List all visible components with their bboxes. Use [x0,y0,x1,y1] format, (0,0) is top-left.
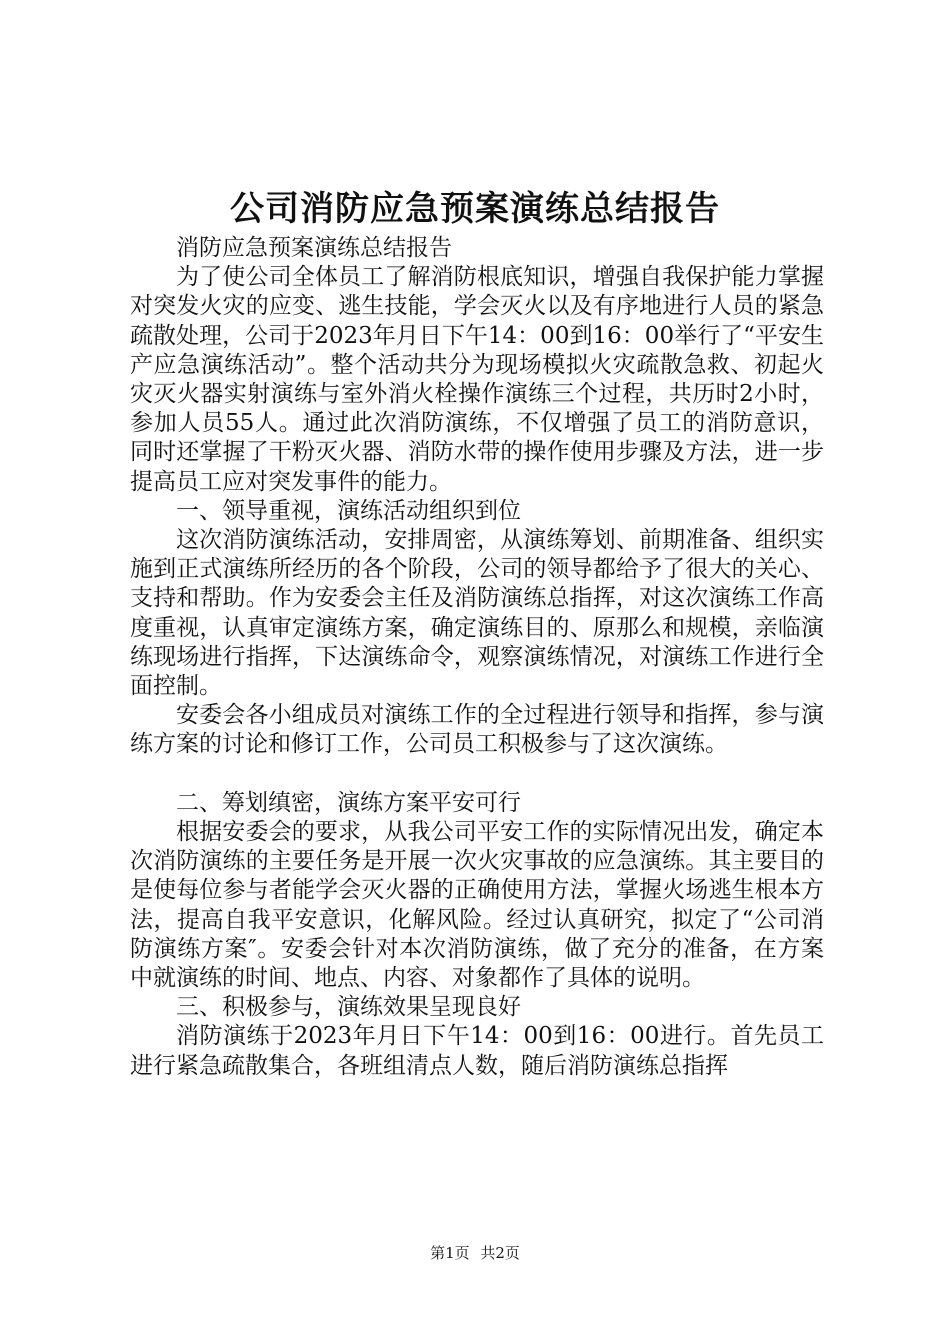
intro-paragraph: 为了使公司全体员工了解消防根底知识，增强自我保护能力掌握对突发火灾的应变、逃生技能，学会灭火以及有序地进行人员的紧急疏散处理，公司于2023年月日下午14：00到16：00举行了“平安生产应急演练活动”。整个活动共分为现场模拟火灾疏散急救、初起火灾灭火器实射演练与室外消火栓操作演练三个过程，共历时2小时，参加人员55人。通过此次消防演练，不仅增强了员工的消防意识，同时还掌握了干粉灭火器、消防水带的操作使用步骤及方法，进一步提高员工应对突发事件的能力。 [130,264,824,495]
section-heading-3: 三、积极参与，演练效果呈现良好 [176,994,521,1021]
section-1-paragraph-2: 安委会各小组成员对演练工作的全过程进行领导和指挥，参与演练方案的讨论和修订工作，公司员工积极参与了这次演练。 [130,702,824,758]
section-heading-2: 二、筹划缜密，演练方案平安可行 [176,789,521,816]
section-1-paragraph-1: 这次消防演练活动，安排周密，从演练筹划、前期准备、组织实施到正式演练所经历的各个阶段，公司的领导都给予了很大的关心、支持和帮助。作为安委会主任及消防演练总指挥，对这次演练工作高度重视，认真审定演练方案，确定演练目的、原那么和规模，亲临演练现场进行指挥，下达演练命令，观察演练情况，对演练工作进行全面控制。 [130,527,824,700]
page-footer [0,1243,950,1263]
section-heading-1: 一、领导重视，演练活动组织到位 [176,497,521,524]
section-2-paragraph: 根据安委会的要求，从我公司平安工作的实际情况出发，确定本次消防演练的主要任务是开展一次火灾事故的应急演练。其主要目的是使每位参与者能学会灭火器的正确使用方法，掌握火场逃生根本方法，提高自我平安意识，化解风险。经过认真研究，拟定了“公司消防演练方案″。安委会针对本次消防演练，做了充分的准备，在方案中就演练的时间、地点、内容、对象都作了具体的说明。 [130,819,824,992]
subtitle-paragraph: 消防应急预案演练总结报告 [176,235,452,261]
document-title: 公司消防应急预案演练总结报告 [230,189,720,229]
document-body [130,234,824,1081]
page-total: 共2页 [480,1244,520,1262]
blank-line [130,760,824,789]
section-3-paragraph: 消防演练于2023年月日下午14：00到16：00进行。首先员工进行紧急疏散集合，各班组清点人数，随后消防演练总指挥 [130,1023,824,1079]
page-number: 第1页 [430,1244,470,1262]
